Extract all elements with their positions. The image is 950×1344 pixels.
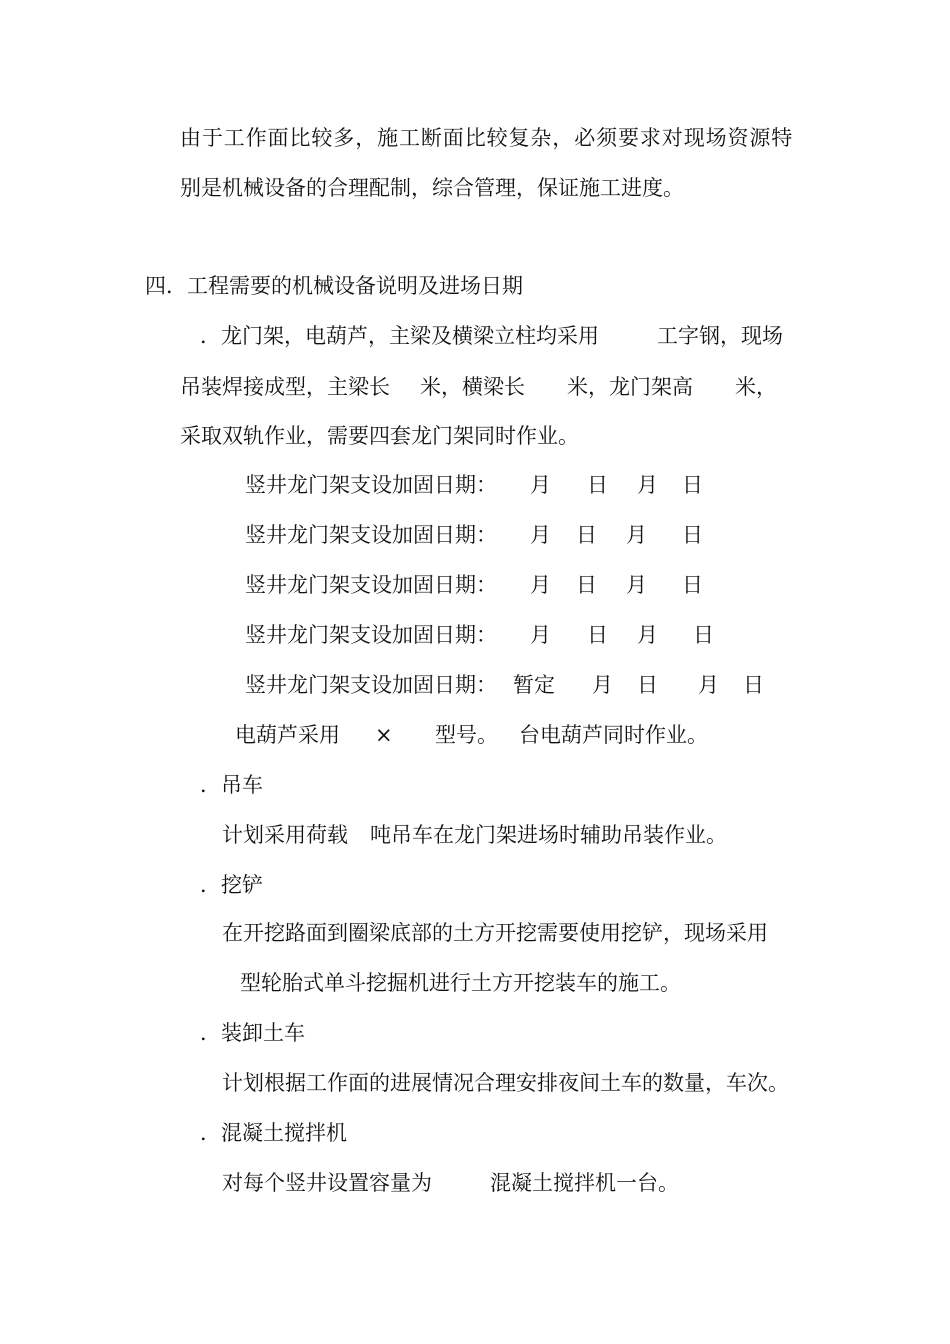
crane-line bbox=[222, 822, 727, 848]
date-label: 竖井龙门架支设加固日期： bbox=[245, 573, 497, 597]
date-line-1 bbox=[245, 472, 703, 498]
gantry-text-b: 工字钢，现场 bbox=[657, 324, 783, 348]
month-label: 月 bbox=[698, 673, 719, 697]
month-label: 月 bbox=[626, 573, 647, 597]
date-label: 竖井龙门架支设加固日期： bbox=[245, 523, 497, 547]
day-label: 日 bbox=[682, 473, 703, 497]
day-label: 日 bbox=[682, 573, 703, 597]
month-label: 月 bbox=[637, 473, 658, 497]
intro-line-2: 别是机械设备的合理配制，综合管理，保证施工进度。 bbox=[180, 176, 684, 200]
date-label: 竖井龙门架支设加固日期： bbox=[245, 473, 497, 497]
truck-line: 计划根据工作面的进展情况合理安排夜间土车的数量，车次。 bbox=[222, 1071, 789, 1095]
month-label: 月 bbox=[530, 473, 551, 497]
month-label: 月 bbox=[530, 573, 551, 597]
meter-unit: 米， bbox=[735, 375, 777, 399]
month-label: 月 bbox=[530, 623, 551, 647]
date-line-3 bbox=[245, 572, 703, 598]
gantry-line-1 bbox=[200, 323, 783, 349]
day-label: 日 bbox=[637, 673, 658, 697]
hoist-text-d: 台电葫芦同时作业。 bbox=[519, 723, 708, 747]
day-label: 日 bbox=[576, 573, 597, 597]
times-sign: × bbox=[375, 723, 393, 747]
crane-text-a: 计划采用荷载 bbox=[222, 823, 348, 847]
pending-label: 暂定 bbox=[513, 673, 555, 697]
date-line-2 bbox=[245, 522, 703, 548]
day-label: 日 bbox=[743, 673, 764, 697]
hoist-model: 型号。 bbox=[435, 723, 498, 747]
main-beam-length: 吊装焊接成型，主梁长 bbox=[180, 375, 390, 399]
mixer-line bbox=[222, 1170, 679, 1196]
crane-title: ．吊车 bbox=[200, 773, 263, 797]
month-label: 月 bbox=[626, 523, 647, 547]
gantry-height: 米，龙门架高 bbox=[567, 375, 693, 399]
gantry-line-3: 采取双轨作业，需要四套龙门架同时作业。 bbox=[180, 424, 579, 448]
mixer-text-b: 混凝土搅拌机一台。 bbox=[490, 1171, 679, 1195]
month-label: 月 bbox=[592, 673, 613, 697]
day-label: 日 bbox=[587, 623, 608, 647]
section-heading: 四．工程需要的机械设备说明及进场日期 bbox=[145, 274, 523, 298]
day-label: 日 bbox=[682, 523, 703, 547]
intro-line-1: 由于工作面比较多，施工断面比较复杂，必须要求对现场资源特 bbox=[180, 126, 794, 150]
date-line-4 bbox=[245, 622, 714, 648]
day-label: 日 bbox=[693, 623, 714, 647]
hoist-text-a: 电葫芦采用 bbox=[235, 723, 340, 747]
truck-title: ．装卸土车 bbox=[200, 1021, 305, 1045]
date-line-5 bbox=[245, 672, 764, 698]
crane-text-b: 吨吊车在龙门架进场时辅助吊装作业。 bbox=[370, 823, 727, 847]
month-label: 月 bbox=[637, 623, 658, 647]
date-label: 竖井龙门架支设加固日期： bbox=[245, 673, 497, 697]
day-label: 日 bbox=[587, 473, 608, 497]
mixer-text-a: 对每个竖井设置容量为 bbox=[222, 1171, 432, 1195]
date-label: 竖井龙门架支设加固日期： bbox=[245, 623, 497, 647]
cross-beam-length: 米，横梁长 bbox=[420, 375, 525, 399]
gantry-text-a: ．龙门架，电葫芦，主梁及横梁立柱均采用 bbox=[200, 324, 599, 348]
hoist-line bbox=[235, 722, 708, 748]
excavator-title: ．挖铲 bbox=[200, 873, 263, 897]
gantry-line-2 bbox=[180, 374, 777, 400]
day-label: 日 bbox=[576, 523, 597, 547]
excavator-line-1: 在开挖路面到圈梁底部的土方开挖需要使用挖铲，现场采用 bbox=[222, 921, 768, 945]
mixer-title: ．混凝土搅拌机 bbox=[200, 1121, 347, 1145]
excavator-line-2: 型轮胎式单斗挖掘机进行土方开挖装车的施工。 bbox=[240, 971, 681, 995]
month-label: 月 bbox=[530, 523, 551, 547]
